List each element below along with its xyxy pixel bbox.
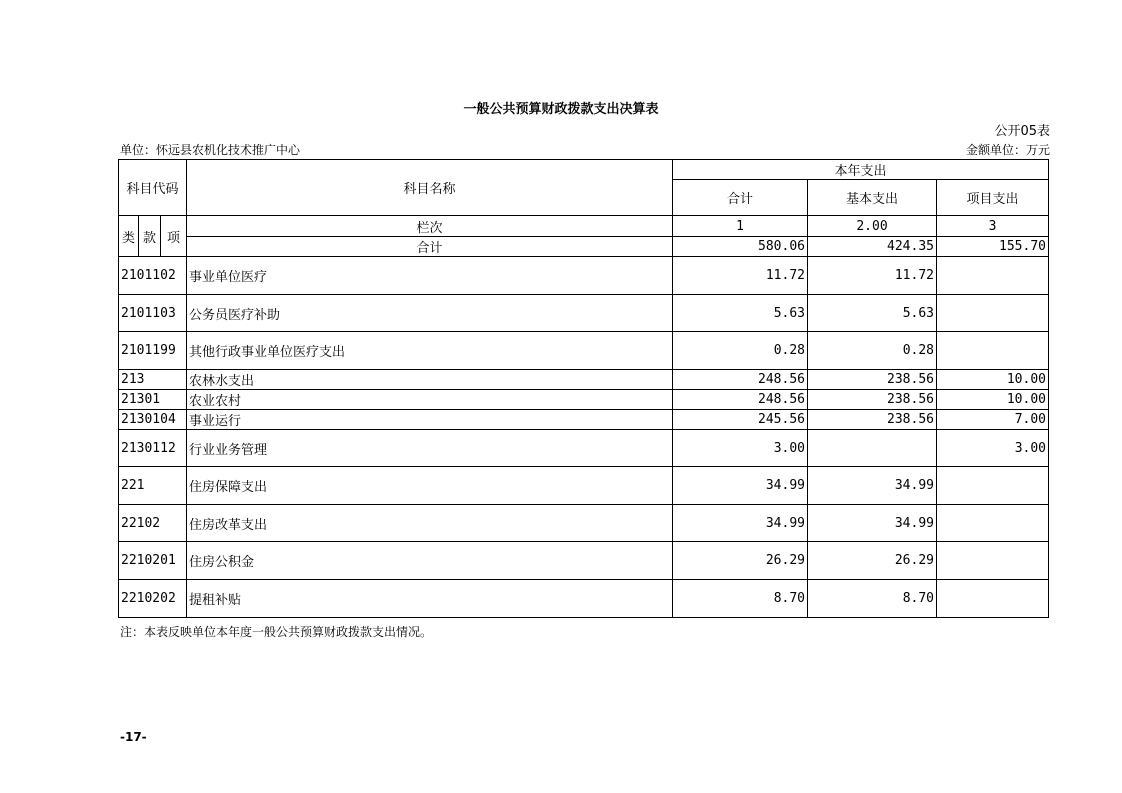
footnote: 注：本表反映单位本年度一般公共预算财政拨款支出情况。: [120, 625, 433, 639]
row-code: 213: [119, 370, 187, 390]
row-total: 0.28: [673, 332, 808, 370]
row-code: 21301: [119, 390, 187, 410]
header-name-col: 科目名称: [187, 160, 673, 216]
table-row: [119, 295, 1049, 332]
row-basic: 238.56: [808, 370, 937, 390]
row-name: 事业运行: [187, 410, 673, 430]
row-project: 3.00: [937, 430, 1049, 467]
row-name: 其他行政事业单位医疗支出: [187, 332, 673, 370]
row-basic: 34.99: [808, 505, 937, 542]
header-col-total: 合计: [673, 180, 808, 216]
row-name: 公务员医疗补助: [187, 295, 673, 332]
header-code-group: [119, 160, 187, 216]
row-total: 245.56: [673, 410, 808, 430]
row-total: 5.63: [673, 295, 808, 332]
row-project: [937, 505, 1049, 542]
row-code: 2130104: [119, 410, 187, 430]
header-expense-group: 本年支出: [673, 160, 1049, 180]
row-project: 10.00: [937, 370, 1049, 390]
header-code-xiang: 项: [161, 216, 187, 257]
row-code: 2101199: [119, 332, 187, 370]
header-code-kuan: 款: [139, 216, 161, 257]
row-basic: 5.63: [808, 295, 937, 332]
row-project: [937, 467, 1049, 505]
row-basic: 34.99: [808, 467, 937, 505]
row-total: 34.99: [673, 467, 808, 505]
table-row: [119, 580, 1049, 618]
row-basic: 238.56: [808, 390, 937, 410]
row-basic: 26.29: [808, 542, 937, 580]
row-total: 26.29: [673, 542, 808, 580]
table-row: [119, 467, 1049, 505]
row-project: [937, 332, 1049, 370]
page-number: -17-: [120, 730, 147, 744]
table-number: 公开05表: [994, 124, 1050, 139]
table-row: [119, 332, 1049, 370]
row-code: 2101103: [119, 295, 187, 332]
row-name: 住房公积金: [187, 542, 673, 580]
row-total: 248.56: [673, 370, 808, 390]
expenditure-table: [118, 159, 1049, 618]
unit-label: 单位：怀远县农机化技术推广中心: [120, 143, 301, 157]
row-code: 2130112: [119, 430, 187, 467]
row-code: 2210201: [119, 542, 187, 580]
amount-unit-label: 金额单位：万元: [965, 143, 1050, 157]
header-code-lei: 类: [119, 216, 139, 257]
row-code: 22102: [119, 505, 187, 542]
row-code: 221: [119, 467, 187, 505]
header-col-basic: 基本支出: [808, 180, 937, 216]
table-row: [119, 370, 1049, 390]
row-project: [937, 257, 1049, 295]
header-code-group-label: 科目代码: [126, 182, 179, 197]
table-row: [119, 410, 1049, 430]
row-project: 7.00: [937, 410, 1049, 430]
row-basic: 8.70: [808, 580, 937, 618]
total-sum: 580.06: [673, 237, 808, 257]
row-name: 行业业务管理: [187, 430, 673, 467]
row-basic: [808, 430, 937, 467]
table-row: [119, 505, 1049, 542]
column-number-3: 3: [937, 216, 1049, 237]
total-basic: 424.35: [808, 237, 937, 257]
row-name: 事业单位医疗: [187, 257, 673, 295]
row-total: 3.00: [673, 430, 808, 467]
table-row: [119, 542, 1049, 580]
row-name: 住房保障支出: [187, 467, 673, 505]
column-number-1: 1: [673, 216, 808, 237]
row-name: 住房改革支出: [187, 505, 673, 542]
table-row: [119, 390, 1049, 410]
row-total: 8.70: [673, 580, 808, 618]
total-row-label: 合计: [187, 237, 673, 257]
column-number-label: 栏次: [187, 216, 673, 237]
row-total: 34.99: [673, 505, 808, 542]
total-project: 155.70: [937, 237, 1049, 257]
row-project: [937, 542, 1049, 580]
table-row: [119, 430, 1049, 467]
row-name: 提租补贴: [187, 580, 673, 618]
row-total: 11.72: [673, 257, 808, 295]
header-col-project: 项目支出: [937, 180, 1049, 216]
row-project: 10.00: [937, 390, 1049, 410]
row-name: 农林水支出: [187, 370, 673, 390]
row-project: [937, 295, 1049, 332]
page-title: 一般公共预算财政拨款支出决算表: [463, 102, 659, 117]
row-code: 2210202: [119, 580, 187, 618]
row-basic: 11.72: [808, 257, 937, 295]
column-number-2: 2.00: [808, 216, 937, 237]
row-basic: 0.28: [808, 332, 937, 370]
row-code: 2101102: [119, 257, 187, 295]
row-basic: 238.56: [808, 410, 937, 430]
table-row: [119, 257, 1049, 295]
row-name: 农业农村: [187, 390, 673, 410]
row-project: [937, 580, 1049, 618]
row-total: 248.56: [673, 390, 808, 410]
